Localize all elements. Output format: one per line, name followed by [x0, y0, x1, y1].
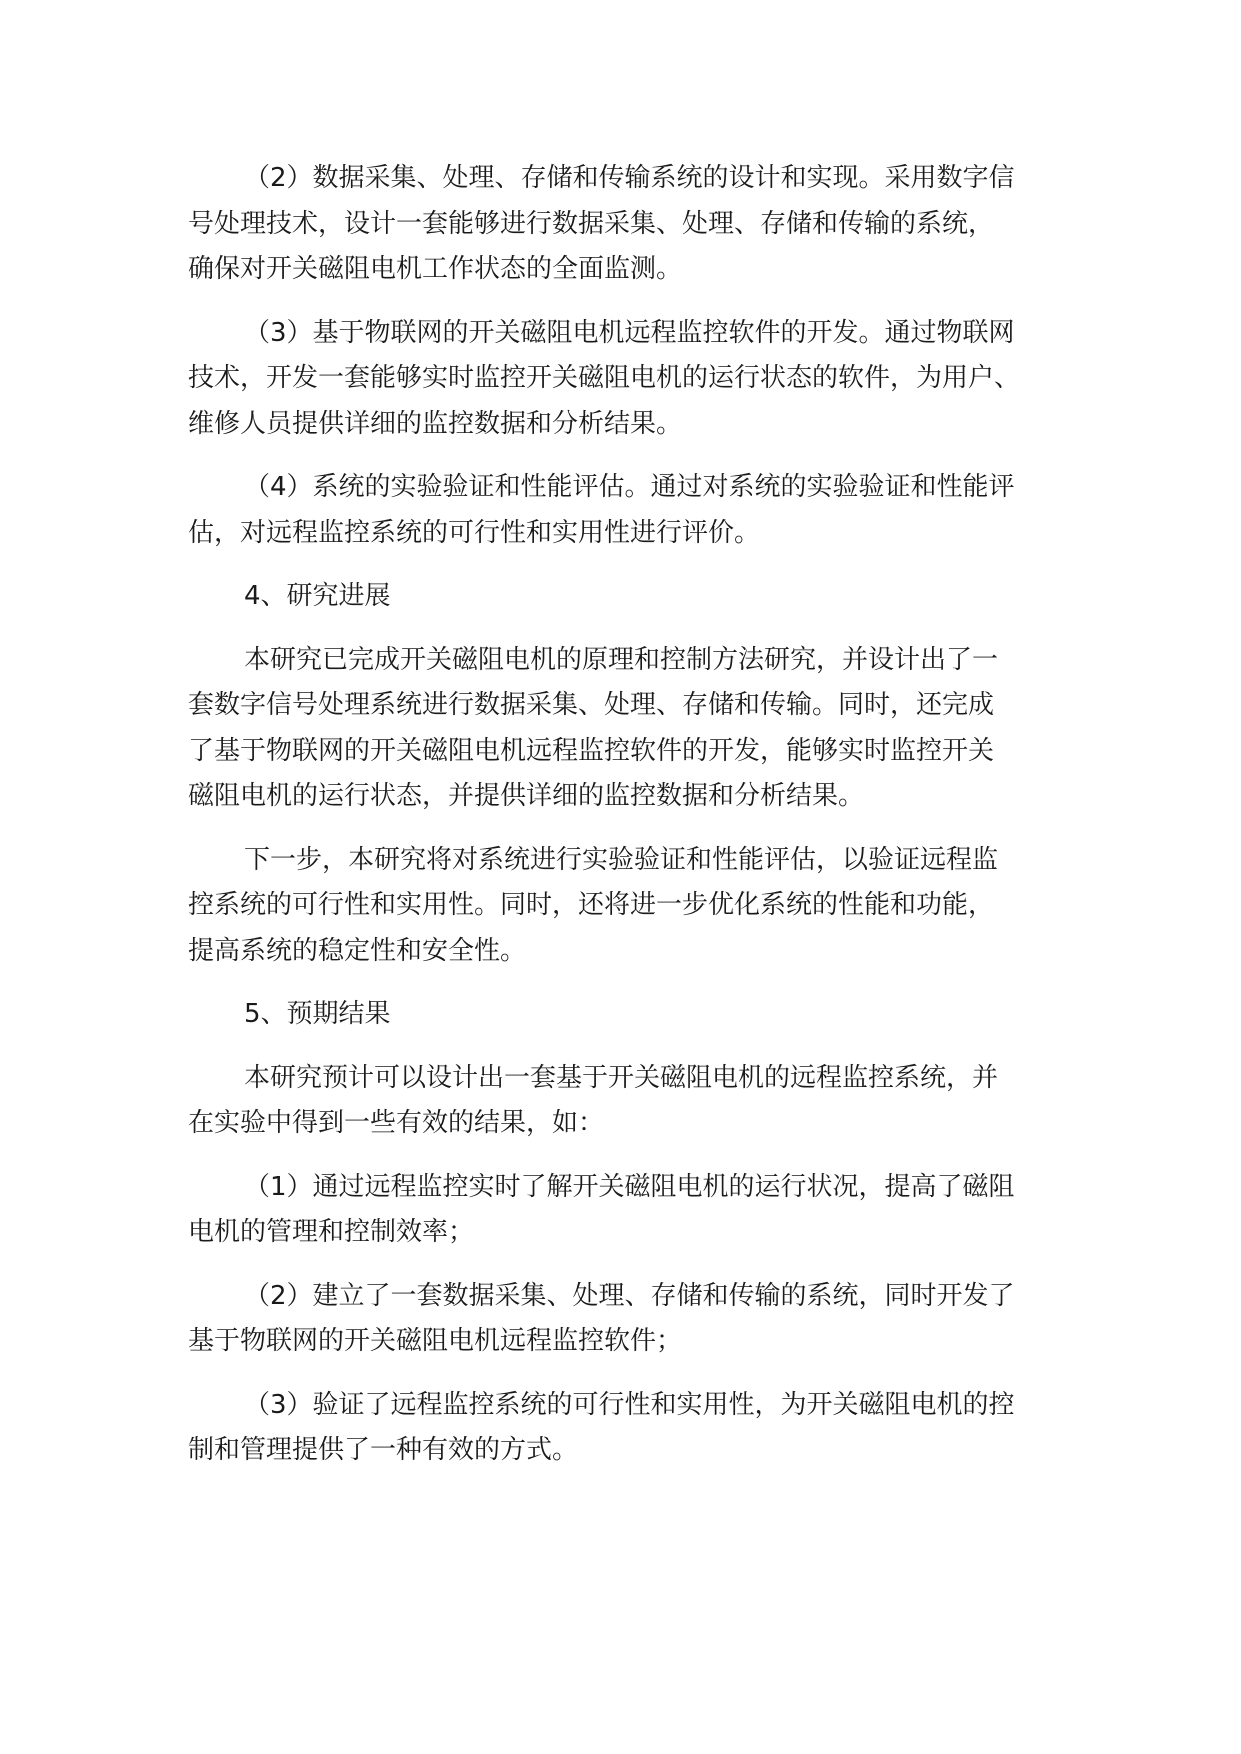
- body-paragraph: [188, 1383, 1068, 1474]
- section-heading: [188, 574, 1068, 620]
- body-paragraph: [188, 1056, 1068, 1147]
- body-paragraph: [188, 1274, 1068, 1365]
- body-paragraph: [188, 1165, 1068, 1256]
- paragraph-line: 制和管理提供了一种有效的方式。: [188, 1435, 579, 1465]
- body-paragraph: [188, 465, 1068, 556]
- paragraph-line: （2）建立了一套数据采集、处理、存储和传输的系统，同时开发了: [244, 1280, 1015, 1311]
- paragraph-line: 维修人员提供详细的监控数据和分析结果。: [188, 408, 683, 439]
- paragraph-line: （1）通过远程监控实时了解开关磁阻电机的运行状况，提高了磁阻: [244, 1171, 1015, 1202]
- paragraph-line: 在实验中得到一些有效的结果，如：: [188, 1108, 605, 1138]
- body-paragraph: [188, 311, 1068, 448]
- paragraph-line: 了基于物联网的开关磁阻电机远程监控软件的开发，能够实时监控开关: [188, 735, 995, 766]
- paragraph-line: 号处理技术，设计一套能够进行数据采集、处理、存储和传输的系统，: [188, 208, 995, 239]
- paragraph-line: 本研究预计可以设计出一套基于开关磁阻电机的远程监控系统，并: [244, 1062, 999, 1093]
- heading-text: 4、研究进展: [244, 581, 391, 611]
- paragraph-line: 磁阻电机的运行状态，并提供详细的监控数据和分析结果。: [188, 781, 865, 811]
- paragraph-line: 确保对开关磁阻电机工作状态的全面监测。: [188, 254, 683, 284]
- paragraph-line: 提高系统的稳定性和安全性。: [188, 935, 527, 966]
- section-heading: [188, 992, 1068, 1038]
- paragraph-line: （2）数据采集、处理、存储和传输系统的设计和实现。采用数字信: [244, 163, 1015, 193]
- paragraph-line: （3）验证了远程监控系统的可行性和实用性，为开关磁阻电机的控: [244, 1389, 1015, 1420]
- paragraph-line: （3）基于物联网的开关磁阻电机远程监控软件的开发。通过物联网: [244, 317, 1015, 348]
- paragraph-line: （4）系统的实验验证和性能评估。通过对系统的实验验证和性能评: [244, 472, 1015, 502]
- document-body: [188, 156, 1068, 1492]
- body-paragraph: [188, 156, 1068, 293]
- paragraph-line: 技术，开发一套能够实时监控开关磁阻电机的运行状态的软件，为用户、: [188, 363, 1021, 393]
- paragraph-line: 本研究已完成开关磁阻电机的原理和控制方法研究，并设计出了一: [244, 644, 999, 675]
- paragraph-line: 控系统的可行性和实用性。同时，还将进一步优化系统的性能和功能，: [188, 890, 995, 920]
- paragraph-line: 基于物联网的开关磁阻电机远程监控软件；: [188, 1326, 683, 1356]
- paragraph-line: 套数字信号处理系统进行数据采集、处理、存储和传输。同时，还完成: [188, 690, 995, 720]
- heading-text: 5、预期结果: [244, 999, 391, 1029]
- paragraph-line: 下一步，本研究将对系统进行实验验证和性能评估，以验证远程监: [244, 844, 999, 875]
- body-paragraph: [188, 638, 1068, 820]
- body-paragraph: [188, 838, 1068, 975]
- paragraph-line: 估，对远程监控系统的可行性和实用性进行评价。: [188, 517, 761, 548]
- paragraph-line: 电机的管理和控制效率；: [188, 1217, 475, 1247]
